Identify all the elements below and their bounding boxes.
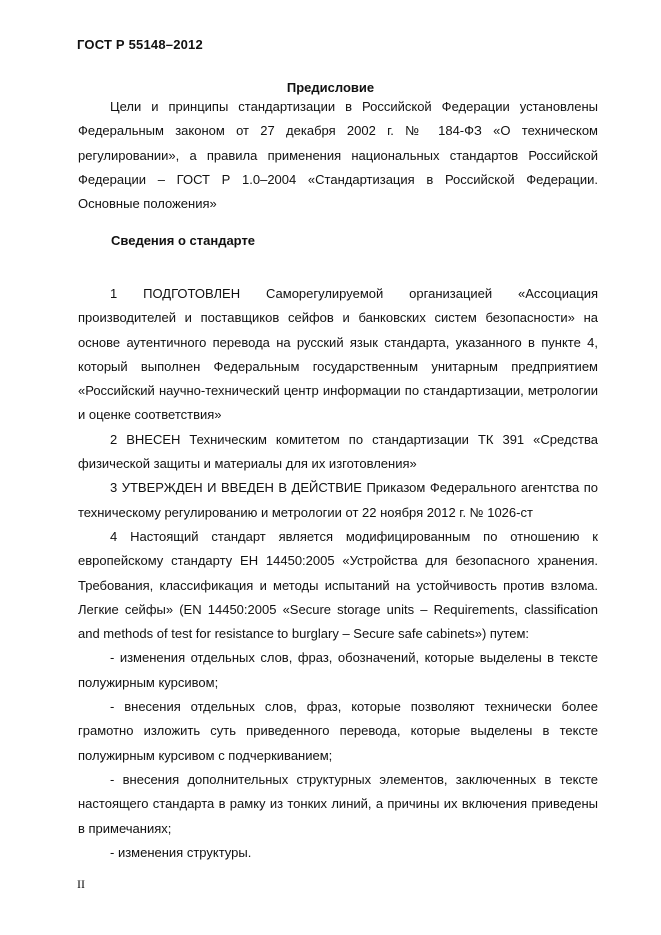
info-item-2: 2 ВНЕСЕН Техническим комитетом по стандартизации ТК 391 «Средства физической защиты и материалы для их изготовления» bbox=[78, 431, 598, 472]
modification-bullet-3: - внесения дополнительных структурных элементов, заключенных в тексте настоящего стандарта в рамку из тонких линий, а причины их включения приведены в примечаниях; bbox=[78, 771, 598, 836]
standard-info-body bbox=[78, 282, 598, 865]
foreword-body bbox=[78, 95, 598, 216]
info-item-3: 3 УТВЕРЖДЕН И ВВЕДЕН В ДЕЙСТВИЕ Приказом Федерального агентства по техническому регулированию и метрологии от 22 ноября 2012 г. № 1026-ст bbox=[78, 480, 598, 520]
section-subheading-info: Сведения о стандарте bbox=[111, 233, 256, 248]
info-item-4: 4 Настоящий стандарт является модифицированным по отношению к европейскому стандарту ЕН 14450:2005 «Устройства для безопасного хранения. Требования, классификация и методы испытаний на устойчивость против взлома. Легкие сейфы» (EN 14450:2005 «Secure storage units – Requirements, classification and methods of test for resistance to burglary – Secure safe cabinets») путем: bbox=[78, 528, 598, 642]
document-header-code: ГОСТ Р 55148–2012 bbox=[77, 37, 203, 52]
modification-bullet-1: - изменения отдельных слов, фраз, обозначений, которые выделены в тексте полужирным курсивом; bbox=[78, 650, 598, 690]
modification-bullet-2: - внесения отдельных слов, фраз, которые позволяют технически более грамотно изложить суть приведенного перевода, которые выделены в тексте полужирным курсивом с подчеркиванием; bbox=[78, 699, 598, 763]
info-item-1: 1 ПОДГОТОВЛЕН Саморегулируемой организацией «Ассоциация производителей и поставщиков сейфов и банковских систем безопасности» на основе аутентичного перевода на русский язык стандарта, указанного в пункте 4, который выполнен Федеральным государственным унитарным предприятием «Российский научно-технический центр информации по стандартизации, метрологии и оценке соответствия» bbox=[78, 286, 598, 423]
section-title-foreword: Предисловие bbox=[286, 80, 375, 95]
modification-bullet-4: - изменения структуры. bbox=[110, 844, 252, 860]
foreword-paragraph: Цели и принципы стандартизации в Российской Федерации установлены Федеральным законом от 27 декабря 2002 г. № 184-ФЗ «О техническом регулировании», а правила применения национальных стандартов Российской Федерации – ГОСТ Р 1.0–2004 «Стандартизация в Российской Федерации. Основные положения» bbox=[78, 99, 598, 212]
page-number: II bbox=[77, 877, 85, 891]
